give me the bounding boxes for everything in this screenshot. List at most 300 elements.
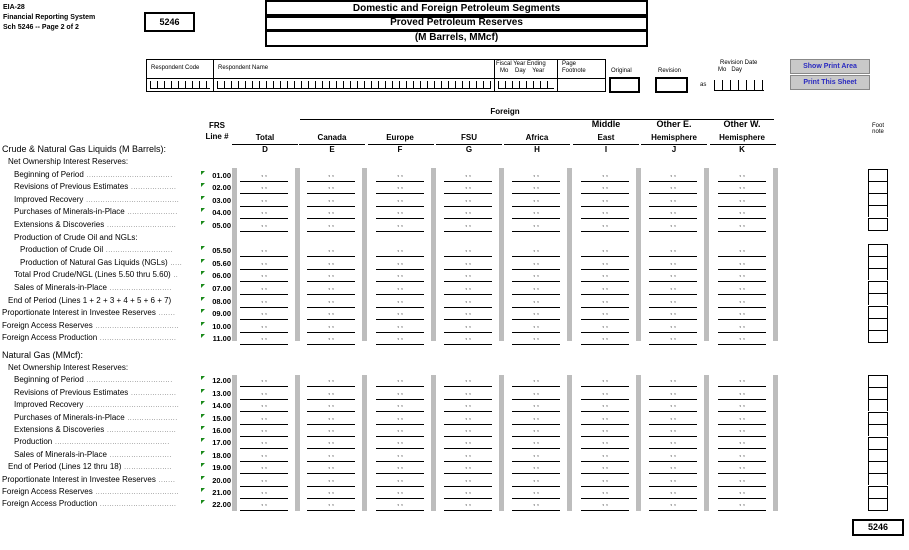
value-input[interactable]: , , <box>581 376 629 387</box>
value-input[interactable]: , , <box>444 426 492 437</box>
value-input[interactable]: , , <box>376 183 424 194</box>
footnote-input[interactable] <box>868 473 888 485</box>
value-input[interactable]: , , <box>649 438 697 449</box>
line-number <box>198 271 231 282</box>
value-input[interactable]: , , <box>718 488 766 499</box>
value-input[interactable]: , , <box>581 322 629 333</box>
value-input[interactable]: , , <box>240 271 288 282</box>
line-number <box>198 208 231 219</box>
column-header-top: Other W. <box>723 119 761 129</box>
value-input[interactable]: , , <box>649 171 697 182</box>
value-input[interactable]: , , <box>376 389 424 400</box>
comment-marker-icon <box>201 376 205 380</box>
value-input[interactable]: , , <box>240 196 288 207</box>
value-input[interactable]: , , <box>649 196 697 207</box>
form-id-line: Financial Reporting System <box>3 14 96 21</box>
fiscal-year-label: Fiscal Year Ending <box>496 61 546 67</box>
line-number <box>198 259 231 270</box>
footnote-input[interactable] <box>868 461 888 473</box>
value-input[interactable]: , , <box>581 183 629 194</box>
value-input[interactable]: , , <box>240 259 288 270</box>
value-input[interactable]: , , <box>649 500 697 511</box>
footnote-input[interactable] <box>868 193 888 205</box>
row-label <box>2 321 179 330</box>
value-input[interactable]: , , <box>240 401 288 412</box>
print-this-sheet-button[interactable]: Print This Sheet <box>790 75 870 90</box>
value-input[interactable]: , , <box>718 221 766 232</box>
value-input[interactable]: , , <box>444 438 492 449</box>
value-input[interactable]: , , <box>581 488 629 499</box>
value-input[interactable]: , , <box>718 322 766 333</box>
value-input[interactable]: , , <box>581 500 629 511</box>
value-input[interactable]: , , <box>307 334 355 345</box>
value-input[interactable]: , , <box>649 322 697 333</box>
value-input[interactable]: , , <box>376 221 424 232</box>
line-number <box>198 500 231 511</box>
value-input[interactable]: , , <box>718 284 766 295</box>
value-input[interactable]: , , <box>307 208 355 219</box>
value-input[interactable]: , , <box>307 284 355 295</box>
title-line3: (M Barrels, MMcf) <box>265 29 648 47</box>
line-number <box>198 284 231 295</box>
footnote-input[interactable] <box>868 293 888 305</box>
value-input[interactable]: , , <box>718 401 766 412</box>
value-input[interactable]: , , <box>512 322 560 333</box>
value-input[interactable]: , , <box>444 284 492 295</box>
revision-checkbox[interactable] <box>655 77 688 93</box>
value-input[interactable]: , , <box>649 246 697 257</box>
value-input[interactable]: , , <box>240 500 288 511</box>
value-input[interactable]: , , <box>512 183 560 194</box>
frs-header: FRS <box>209 121 225 130</box>
value-input[interactable]: , , <box>581 171 629 182</box>
value-input[interactable]: , , <box>649 309 697 320</box>
value-input[interactable]: , , <box>307 463 355 474</box>
comment-marker-icon <box>201 208 205 212</box>
comment-marker-icon <box>201 246 205 250</box>
value-input[interactable]: , , <box>512 271 560 282</box>
value-input[interactable]: , , <box>581 334 629 345</box>
row-label <box>14 450 172 459</box>
value-input[interactable]: , , <box>512 334 560 345</box>
value-input[interactable]: , , <box>307 500 355 511</box>
value-input[interactable]: , , <box>240 246 288 257</box>
value-input[interactable]: , , <box>718 297 766 308</box>
value-input[interactable]: , , <box>512 438 560 449</box>
leader-dots: .................................... <box>86 378 173 385</box>
value-input[interactable]: , , <box>240 322 288 333</box>
value-input[interactable]: , , <box>581 259 629 270</box>
leader-dots: ............................. <box>107 223 177 229</box>
value-input[interactable]: , , <box>444 476 492 487</box>
footnote-input[interactable] <box>868 399 888 411</box>
value-input[interactable]: , , <box>718 246 766 257</box>
value-input[interactable]: , , <box>649 451 697 462</box>
line-number-text: 11.00 <box>212 334 231 344</box>
footnote-input[interactable] <box>868 330 888 343</box>
line-number-text: 05.00 <box>212 221 231 230</box>
value-input[interactable]: , , <box>376 196 424 207</box>
value-input[interactable]: , , <box>444 488 492 499</box>
footnote-input[interactable] <box>868 306 888 318</box>
column-separator <box>704 168 709 341</box>
value-input[interactable]: , , <box>512 284 560 295</box>
footnote-input[interactable] <box>868 412 888 424</box>
row-label <box>14 195 180 204</box>
value-input[interactable]: , , <box>240 376 288 387</box>
value-input[interactable]: , , <box>307 322 355 333</box>
value-input[interactable]: , , <box>240 476 288 487</box>
value-input[interactable]: , , <box>376 259 424 270</box>
value-input[interactable]: , , <box>718 183 766 194</box>
value-input[interactable]: , , <box>376 171 424 182</box>
value-input[interactable]: , , <box>718 309 766 320</box>
row-label <box>14 375 173 384</box>
footnote-input[interactable] <box>868 244 888 256</box>
footnote-input[interactable] <box>868 437 888 449</box>
value-input[interactable]: , , <box>240 183 288 194</box>
value-input[interactable]: , , <box>718 476 766 487</box>
value-input[interactable]: , , <box>376 297 424 308</box>
value-input[interactable]: , , <box>718 208 766 219</box>
value-input[interactable]: , , <box>649 389 697 400</box>
value-input[interactable]: , , <box>581 451 629 462</box>
value-input[interactable]: , , <box>444 500 492 511</box>
value-input[interactable]: , , <box>512 476 560 487</box>
value-input[interactable]: , , <box>581 463 629 474</box>
line-number-text: 13.00 <box>212 388 231 398</box>
value-input[interactable]: , , <box>307 376 355 387</box>
row-label-text: Foreign Access Reserves <box>2 320 93 330</box>
value-input[interactable]: , , <box>307 196 355 207</box>
value-input[interactable]: , , <box>240 208 288 219</box>
column-separator <box>636 168 641 341</box>
footnote-input[interactable] <box>868 498 888 511</box>
value-input[interactable]: , , <box>376 271 424 282</box>
value-input[interactable]: , , <box>444 221 492 232</box>
footnote-input[interactable] <box>868 281 888 293</box>
value-input[interactable]: , , <box>581 221 629 232</box>
row-label <box>20 245 173 254</box>
value-input[interactable]: , , <box>307 438 355 449</box>
fiscal-year-field[interactable] <box>495 60 558 91</box>
value-input[interactable]: , , <box>649 414 697 425</box>
value-input[interactable]: , , <box>718 426 766 437</box>
row-label <box>8 296 174 305</box>
line-number-text: 01.00 <box>212 170 231 180</box>
footnote-input[interactable] <box>868 375 888 387</box>
value-input[interactable]: , , <box>376 376 424 387</box>
value-input[interactable]: , , <box>307 297 355 308</box>
column-letter: I <box>604 145 608 154</box>
value-input[interactable]: , , <box>444 297 492 308</box>
value-input[interactable]: , , <box>649 401 697 412</box>
line-number <box>198 414 231 425</box>
value-input[interactable]: , , <box>512 376 560 387</box>
value-input[interactable]: , , <box>444 376 492 387</box>
value-input[interactable]: , , <box>718 500 766 511</box>
value-input[interactable]: , , <box>240 309 288 320</box>
value-input[interactable]: , , <box>240 334 288 345</box>
value-input[interactable]: , , <box>581 271 629 282</box>
value-input[interactable]: , , <box>376 284 424 295</box>
leader-dots: ....................................... <box>86 403 180 410</box>
value-input[interactable]: , , <box>649 183 697 194</box>
value-input[interactable]: , , <box>444 414 492 425</box>
value-input[interactable]: , , <box>649 297 697 308</box>
value-input[interactable]: , , <box>512 297 560 308</box>
footnote-input[interactable] <box>868 449 888 461</box>
value-input[interactable]: , , <box>512 259 560 270</box>
value-input[interactable]: , , <box>307 451 355 462</box>
value-input[interactable]: , , <box>718 389 766 400</box>
value-input[interactable]: , , <box>581 196 629 207</box>
value-input[interactable]: , , <box>512 196 560 207</box>
column-header-top: Middle <box>591 119 621 129</box>
value-input[interactable]: , , <box>718 451 766 462</box>
value-input[interactable]: , , <box>376 334 424 345</box>
value-input[interactable]: , , <box>376 500 424 511</box>
value-input[interactable]: , , <box>718 414 766 425</box>
comment-marker-icon <box>201 451 205 455</box>
value-input[interactable]: , , <box>444 171 492 182</box>
value-input[interactable]: , , <box>581 401 629 412</box>
value-input[interactable]: , , <box>444 334 492 345</box>
footnote-input[interactable] <box>868 318 888 330</box>
value-input[interactable]: , , <box>307 426 355 437</box>
value-input[interactable]: , , <box>240 426 288 437</box>
row-label-text: Improved Recovery <box>14 194 84 204</box>
fiscal-year-sub: Mo Day Year <box>500 68 545 74</box>
value-input[interactable]: , , <box>444 208 492 219</box>
value-input[interactable]: , , <box>718 376 766 387</box>
original-checkbox[interactable] <box>609 77 640 93</box>
value-input[interactable]: , , <box>581 208 629 219</box>
value-input[interactable]: , , <box>307 401 355 412</box>
value-input[interactable]: , , <box>718 196 766 207</box>
footnote-input[interactable] <box>868 169 888 181</box>
value-input[interactable]: , , <box>307 183 355 194</box>
value-input[interactable]: , , <box>376 476 424 487</box>
row-label-text: Beginning of Period <box>14 375 84 385</box>
value-input[interactable]: , , <box>444 463 492 474</box>
value-input[interactable]: , , <box>649 488 697 499</box>
value-input[interactable]: , , <box>512 463 560 474</box>
value-input[interactable]: , , <box>512 221 560 232</box>
value-input[interactable]: , , <box>649 376 697 387</box>
row-label <box>20 258 183 267</box>
value-input[interactable]: , , <box>512 389 560 400</box>
value-input[interactable]: , , <box>376 246 424 257</box>
value-input[interactable]: , , <box>444 259 492 270</box>
value-input[interactable]: , , <box>240 488 288 499</box>
value-input[interactable]: , , <box>649 221 697 232</box>
value-input[interactable]: , , <box>307 259 355 270</box>
column-header-name: Europe <box>386 133 414 142</box>
value-input[interactable]: , , <box>649 476 697 487</box>
value-input[interactable]: , , <box>581 426 629 437</box>
value-input[interactable]: , , <box>240 284 288 295</box>
row-label <box>14 425 177 434</box>
value-input[interactable]: , , <box>512 414 560 425</box>
value-input[interactable]: , , <box>307 246 355 257</box>
value-input[interactable]: , , <box>581 297 629 308</box>
value-input[interactable]: , , <box>649 259 697 270</box>
row-label-text: End of Period (Lines 1 + 2 + 3 + 4 + 5 + 6 + 7) <box>8 295 172 305</box>
value-input[interactable]: , , <box>444 401 492 412</box>
column-letter: E <box>329 145 335 154</box>
value-input[interactable]: , , <box>444 246 492 257</box>
value-input[interactable]: , , <box>307 389 355 400</box>
footnote-input[interactable] <box>868 486 888 498</box>
value-input[interactable]: , , <box>240 297 288 308</box>
value-input[interactable]: , , <box>376 401 424 412</box>
value-input[interactable]: , , <box>512 309 560 320</box>
footnote-input[interactable] <box>868 268 888 280</box>
row-label <box>14 413 178 422</box>
column-separator <box>499 168 504 341</box>
show-print-area-button[interactable]: Show Print Area <box>790 59 870 74</box>
value-input[interactable]: , , <box>444 322 492 333</box>
revision-date-field[interactable] <box>714 80 764 91</box>
value-input[interactable]: , , <box>512 208 560 219</box>
comment-marker-icon <box>201 171 205 175</box>
value-input[interactable]: , , <box>307 476 355 487</box>
footnote-input[interactable] <box>868 181 888 193</box>
value-input[interactable]: , , <box>307 271 355 282</box>
line-number-text: 09.00 <box>212 309 231 319</box>
column-separator <box>295 375 300 511</box>
column-header-name: FSU <box>461 133 477 142</box>
value-input[interactable]: , , <box>649 426 697 437</box>
value-input[interactable]: , , <box>581 309 629 320</box>
row-label-text: Improved Recovery <box>14 400 84 410</box>
line-number <box>198 309 231 320</box>
page-footnote-field[interactable] <box>558 60 605 91</box>
line-number-text: 02.00 <box>212 183 231 193</box>
row-label-text: Production of Crude Oil and NGLs: <box>14 232 138 242</box>
value-input[interactable]: , , <box>581 476 629 487</box>
value-input[interactable]: , , <box>307 488 355 499</box>
row-label-text: Beginning of Period <box>14 169 84 179</box>
value-input[interactable]: , , <box>512 451 560 462</box>
value-input[interactable]: , , <box>444 183 492 194</box>
value-input[interactable]: , , <box>307 414 355 425</box>
value-input[interactable]: , , <box>718 259 766 270</box>
respondent-name-field[interactable] <box>214 60 495 91</box>
footnote-input[interactable] <box>868 205 888 217</box>
value-input[interactable]: , , <box>240 463 288 474</box>
value-input[interactable]: , , <box>307 309 355 320</box>
value-input[interactable]: , , <box>718 271 766 282</box>
value-input[interactable]: , , <box>512 500 560 511</box>
value-input[interactable]: , , <box>649 284 697 295</box>
row-label-text: Total Prod Crude/NGL (Lines 5.50 thru 5.60) <box>14 270 171 280</box>
value-input[interactable]: , , <box>376 463 424 474</box>
value-input[interactable]: , , <box>649 334 697 345</box>
value-input[interactable]: , , <box>512 401 560 412</box>
value-input[interactable]: , , <box>512 246 560 257</box>
value-input[interactable]: , , <box>240 389 288 400</box>
comment-marker-icon <box>201 463 205 467</box>
column-separator <box>773 168 778 341</box>
column-letter: H <box>534 145 540 154</box>
value-input[interactable]: , , <box>444 309 492 320</box>
column-separator <box>567 168 572 341</box>
value-input[interactable]: , , <box>307 221 355 232</box>
row-label <box>14 220 177 229</box>
value-input[interactable]: , , <box>581 389 629 400</box>
line-number-text: 18.00 <box>212 450 231 460</box>
footnote-input[interactable] <box>868 218 888 231</box>
column-letter: J <box>671 145 677 154</box>
value-input[interactable]: , , <box>240 414 288 425</box>
column-header-name: Canada <box>317 133 347 142</box>
value-input[interactable]: , , <box>376 309 424 320</box>
row-label <box>2 333 177 342</box>
line-number-text: 08.00 <box>212 296 231 306</box>
line-number-text: 15.00 <box>212 413 231 423</box>
value-input[interactable]: , , <box>718 438 766 449</box>
value-input[interactable]: , , <box>512 426 560 437</box>
value-input[interactable]: , , <box>240 221 288 232</box>
column-separator <box>362 168 367 341</box>
value-input[interactable]: , , <box>581 246 629 257</box>
value-input[interactable]: , , <box>307 171 355 182</box>
value-input[interactable]: , , <box>444 451 492 462</box>
value-input[interactable]: , , <box>240 171 288 182</box>
column-separator <box>232 375 237 511</box>
value-input[interactable]: , , <box>376 322 424 333</box>
value-input[interactable]: , , <box>581 438 629 449</box>
footnote-input[interactable] <box>868 424 888 436</box>
value-input[interactable]: , , <box>444 196 492 207</box>
schedule-number: 5246 <box>144 12 195 32</box>
value-input[interactable]: , , <box>718 334 766 345</box>
value-input[interactable]: , , <box>376 414 424 425</box>
footnote-input[interactable] <box>868 387 888 399</box>
value-input[interactable]: , , <box>376 451 424 462</box>
value-input[interactable]: , , <box>240 451 288 462</box>
value-input[interactable]: , , <box>649 463 697 474</box>
value-input[interactable]: , , <box>376 488 424 499</box>
form-id-line: EIA-28 <box>3 4 25 11</box>
value-input[interactable]: , , <box>444 389 492 400</box>
value-input[interactable]: , , <box>649 271 697 282</box>
footnote-input[interactable] <box>868 256 888 268</box>
column-separator <box>567 375 572 511</box>
value-input[interactable]: , , <box>376 426 424 437</box>
respondent-code-field[interactable] <box>147 60 214 91</box>
value-input[interactable]: , , <box>512 171 560 182</box>
value-input[interactable]: , , <box>718 463 766 474</box>
comment-marker-icon <box>201 500 205 504</box>
value-input[interactable]: , , <box>581 284 629 295</box>
comment-marker-icon <box>201 476 205 480</box>
value-input[interactable]: , , <box>649 208 697 219</box>
leader-dots: ....... <box>158 477 176 484</box>
leader-dots: ................... <box>131 185 177 192</box>
value-input[interactable]: , , <box>444 271 492 282</box>
value-input[interactable]: , , <box>718 171 766 182</box>
value-input[interactable]: , , <box>581 414 629 425</box>
line-number <box>198 246 231 257</box>
value-input[interactable]: , , <box>376 438 424 449</box>
value-input[interactable]: , , <box>376 208 424 219</box>
value-input[interactable]: , , <box>240 438 288 449</box>
value-input[interactable]: , , <box>512 488 560 499</box>
line-number-text: 16.00 <box>212 426 231 435</box>
